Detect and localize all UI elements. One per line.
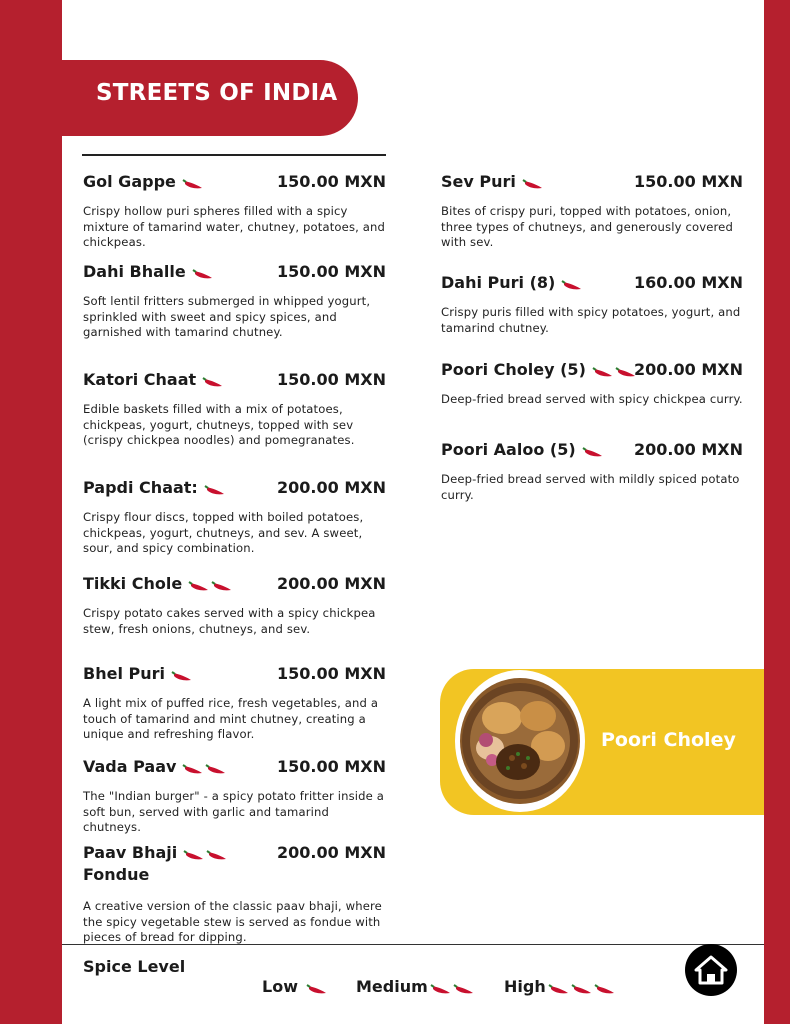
home-button[interactable]	[685, 944, 737, 996]
left-red-border	[0, 0, 62, 1024]
spice-indicator	[182, 758, 228, 777]
menu-item-price: 200.00 MXN	[277, 478, 386, 497]
chili-pepper-icon	[192, 268, 214, 280]
spice-indicator	[188, 575, 234, 594]
footer-divider	[62, 944, 764, 945]
divider	[82, 154, 386, 156]
chili-pepper-icon	[592, 366, 614, 378]
chili-pepper-icon	[561, 279, 583, 291]
featured-label: Poori Choley	[601, 729, 736, 751]
spice-indicator	[522, 173, 545, 192]
spice-legend-medium	[356, 977, 476, 997]
spice-legend-label: High	[504, 977, 546, 996]
chili-pepper-icon	[205, 763, 227, 775]
menu-item	[441, 172, 743, 251]
menu-item-name-text: Tikki Chole	[83, 574, 183, 593]
menu-item-name	[83, 843, 229, 863]
spice-legend-low	[262, 977, 329, 997]
menu-item-name	[441, 273, 584, 293]
menu-item-description: Deep-fried bread served with spicy chickpea curry.	[441, 392, 743, 406]
spice-level-title: Spice Level	[83, 957, 186, 976]
chili-pepper-icon	[202, 376, 224, 388]
menu-item-description: Crispy flour discs, topped with boiled potatoes, chickpeas, yogurt, chutneys, and sev. A sweet, sour, and spicy combination.	[83, 510, 364, 555]
chili-pepper-icon	[522, 178, 544, 190]
chili-pepper-icon	[204, 484, 226, 496]
menu-item-description: Crispy hollow puri spheres filled with a spicy mixture of tamarind water, chutney, potatoes, and chickpeas.	[83, 204, 386, 249]
spice-indicator	[202, 371, 225, 390]
right-red-border	[764, 0, 790, 1024]
chili-pepper-icon	[453, 983, 475, 995]
spice-indicator	[561, 274, 584, 293]
chili-pepper-icon	[182, 763, 204, 775]
spice-indicator	[430, 978, 476, 997]
menu-item-header	[441, 172, 743, 198]
menu-item-header	[83, 370, 386, 396]
menu-item-header	[83, 843, 386, 893]
menu-item-name	[83, 664, 194, 684]
spice-indicator	[182, 173, 205, 192]
menu-item-name	[441, 172, 545, 192]
chili-pepper-icon	[571, 983, 593, 995]
menu-item-price: 200.00 MXN	[634, 360, 743, 379]
menu-item-description: Edible baskets filled with a mix of potatoes, chickpeas, yogurt, chutneys, topped with sev (crispy chickpea noodles) and pomegranates.	[83, 402, 355, 447]
menu-item-price: 150.00 MXN	[277, 262, 386, 281]
menu-item-name	[83, 574, 234, 594]
menu-item-header	[83, 262, 386, 288]
menu-item-header	[441, 360, 743, 386]
menu-item	[441, 440, 743, 503]
menu-item-header	[83, 664, 386, 690]
menu-item	[441, 360, 743, 408]
spice-indicator	[183, 844, 229, 863]
menu-item-header	[83, 757, 386, 783]
menu-item	[83, 843, 386, 946]
chili-pepper-icon	[430, 983, 452, 995]
menu-item	[83, 262, 386, 341]
menu-item-price: 200.00 MXN	[634, 440, 743, 459]
menu-item-name-text: Poori Aaloo (5)	[441, 440, 576, 459]
menu-item-price: 160.00 MXN	[634, 273, 743, 292]
chili-pepper-icon	[548, 983, 570, 995]
spice-indicator	[204, 479, 227, 498]
menu-item-name-text: Katori Chaat	[83, 370, 197, 389]
menu-item-description: A light mix of puffed rice, fresh vegetables, and a touch of tamarind and mint chutney, creating a unique and refreshing flavor.	[83, 696, 379, 741]
menu-item-price: 150.00 MXN	[277, 757, 386, 776]
spice-indicator	[306, 978, 329, 997]
chili-pepper-icon	[206, 849, 228, 861]
menu-item-header	[83, 574, 386, 600]
spice-indicator	[592, 361, 638, 380]
chili-pepper-icon	[182, 178, 204, 190]
menu-item-name-text: Bhel Puri	[83, 664, 165, 683]
menu-item-name	[83, 262, 215, 282]
menu-item-description: Crispy puris filled with spicy potatoes, yogurt, and tamarind chutney.	[441, 305, 741, 335]
menu-item-name	[83, 757, 228, 777]
menu-item-name-text: Dahi Bhalle	[83, 262, 186, 281]
menu-item-description: Soft lentil fritters submerged in whipped yogurt, sprinkled with sweet and spicy spices, and garnished with tamarind chutney.	[83, 294, 371, 339]
section-title: STREETS OF INDIA	[96, 80, 338, 106]
menu-item	[83, 574, 386, 637]
menu-item-price: 150.00 MXN	[277, 664, 386, 683]
menu-item	[83, 172, 386, 251]
menu-item-description: Crispy potato cakes served with a spicy chickpea stew, fresh onions, chutneys, and sev.	[83, 606, 376, 636]
menu-item-price: 150.00 MXN	[634, 172, 743, 191]
spice-indicator	[548, 978, 617, 997]
menu-item-name-text: Poori Choley (5)	[441, 360, 586, 379]
menu-item-name	[83, 370, 225, 390]
menu-item	[441, 273, 743, 336]
chili-pepper-icon	[183, 849, 205, 861]
menu-item-price: 150.00 MXN	[277, 370, 386, 389]
menu-item	[83, 478, 386, 557]
menu-item-header	[441, 273, 743, 299]
menu-item-name	[83, 172, 205, 192]
chili-pepper-icon	[582, 446, 604, 458]
menu-item-name	[441, 440, 605, 460]
menu-item-name-line2: Fondue	[83, 865, 150, 884]
menu-item-price: 150.00 MXN	[277, 172, 386, 191]
spice-indicator	[582, 441, 605, 460]
menu-item-name-text: Sev Puri	[441, 172, 516, 191]
menu-item-header	[83, 172, 386, 198]
menu-item-name-text: Papdi Chaat:	[83, 478, 198, 497]
menu-item-name-text: Paav Bhaji	[83, 843, 178, 862]
menu-item-description: The "Indian burger" - a spicy potato fritter inside a soft bun, served with garlic and tamarind chutneys.	[83, 789, 385, 834]
menu-item-description: Bites of crispy puri, topped with potatoes, onion, three types of chutneys, and generously covered with sev.	[441, 204, 733, 249]
chili-pepper-icon	[171, 670, 193, 682]
menu-item-price: 200.00 MXN	[277, 843, 386, 862]
menu-item-name	[441, 360, 638, 380]
chili-pepper-icon	[594, 983, 616, 995]
menu-item-name-text: Gol Gappe	[83, 172, 176, 191]
spice-legend-label: Medium	[356, 977, 428, 996]
spice-legend-label: Low	[262, 977, 298, 996]
menu-item-header	[83, 478, 386, 504]
menu-item-description: Deep-fried bread served with mildly spiced potato curry.	[441, 472, 740, 502]
menu-item	[83, 757, 386, 836]
menu-item-name	[83, 478, 227, 498]
food-plate-icon	[460, 678, 580, 804]
spice-indicator	[171, 665, 194, 684]
spice-legend-high	[504, 977, 617, 997]
spice-indicator	[192, 263, 215, 282]
chili-pepper-icon	[306, 983, 328, 995]
menu-item-header	[441, 440, 743, 466]
menu-item	[83, 370, 386, 449]
menu-item-name-text: Dahi Puri (8)	[441, 273, 556, 292]
menu-item	[83, 664, 386, 743]
chili-pepper-icon	[188, 580, 210, 592]
chili-pepper-icon	[211, 580, 233, 592]
home-icon	[685, 944, 737, 996]
menu-item-name-text: Vada Paav	[83, 757, 177, 776]
menu-item-description: A creative version of the classic paav bhaji, where the spicy vegetable stew is served as fondue with pieces of bread for dipping.	[83, 899, 382, 944]
menu-item-price: 200.00 MXN	[277, 574, 386, 593]
